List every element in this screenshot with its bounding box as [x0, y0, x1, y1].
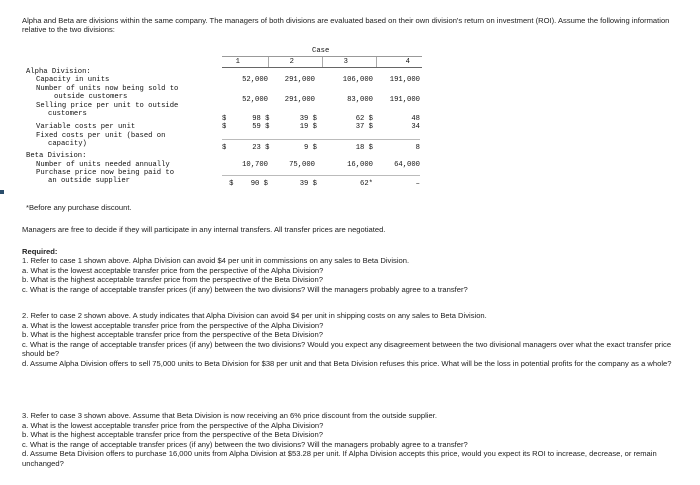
- fixed-costs-case-2: 9 $: [304, 144, 317, 152]
- case-4-header: 4: [405, 58, 410, 66]
- question-1a: a. What is the lowest acceptable transfer price from the perspective of the Alpha Division?: [22, 265, 324, 275]
- variable-costs-case-2: 19 $: [299, 123, 317, 131]
- units-needed-case-4: 64,000: [394, 161, 420, 169]
- required-heading: Required:: [22, 247, 58, 256]
- question-2b: b. What is the highest acceptable transfer price from the perspective of the Beta Division?: [22, 330, 323, 340]
- selling-price-label-2: customers: [48, 110, 87, 118]
- variable-costs-case-3: 37 $: [355, 123, 373, 131]
- case-1-header: 1: [235, 58, 240, 66]
- fixed-costs-case-1: $ 23 $: [222, 144, 270, 152]
- divisions-data-table: [26, 47, 422, 195]
- selling-price-case-3: 62 $: [355, 115, 373, 123]
- alpha-division-title: Alpha Division:: [26, 68, 91, 76]
- question-1b: b. What is the highest acceptable transfer price from the perspective of the Beta Division?: [22, 275, 323, 285]
- capacity-case-2: 291,000: [284, 76, 315, 84]
- fixed-costs-label: Fixed costs per unit (based on: [36, 132, 166, 140]
- fixed-costs-rule: [222, 139, 420, 140]
- units-needed-case-2: 75,000: [289, 161, 315, 169]
- question-3a: a. What is the lowest acceptable transfer price from the perspective of the Alpha Division?: [22, 420, 324, 430]
- selling-price-case-1: $ 98 $: [222, 115, 270, 123]
- question-3-stem: 3. Refer to case 3 shown above. Assume that Beta Division is now receiving an 6% price discount from the outside supplier.: [22, 411, 437, 420]
- variable-costs-label: Variable costs per unit: [36, 123, 136, 131]
- purchase-price-rule: [222, 175, 420, 176]
- fixed-costs-case-4: 8: [415, 144, 420, 152]
- fixed-costs-case-3: 18 $: [355, 144, 373, 152]
- purchase-price-label-2: an outside supplier: [48, 177, 130, 185]
- question-2-block: [22, 311, 682, 369]
- units-needed-label: Number of units needed annually: [36, 161, 170, 169]
- capacity-case-4: 191,000: [389, 76, 420, 84]
- col-sep-3: [376, 57, 377, 67]
- footnote: *Before any purchase discount.: [26, 203, 132, 212]
- header-rule: [222, 67, 422, 68]
- units-needed-case-1: 10,700: [242, 161, 268, 169]
- case-3-header: 3: [343, 58, 348, 66]
- capacity-label: Capacity in units: [36, 76, 110, 84]
- case-header: Case: [312, 47, 330, 55]
- managers-note: Managers are free to decide if they will participate in any internal transfers. All transfer prices are negotiated.: [22, 225, 386, 234]
- intro-paragraph: Alpha and Beta are divisions within the same company. The managers of both divisions are evaluated based on their own division's return on investment (ROI). Assume the following information relative to the two divisions:: [22, 16, 670, 35]
- units-sold-label: Number of units now being sold to: [36, 85, 179, 93]
- beta-division-title: Beta Division:: [26, 152, 87, 160]
- units-sold-case-2: 291,000: [284, 96, 315, 104]
- purchase-price-case-2: 39 $: [299, 180, 317, 188]
- question-2a: a. What is the lowest acceptable transfer price from the perspective of the Alpha Division?: [22, 320, 324, 330]
- purchase-price-case-1: $ 90 $: [229, 180, 268, 188]
- variable-costs-case-4: 34: [411, 123, 420, 131]
- selling-price-case-2: 39 $: [299, 115, 317, 123]
- units-sold-label-2: outside customers: [54, 93, 128, 101]
- question-2c: c. What is the range of acceptable transfer prices (if any) between the two divisions? Would you expect any disagreement between the two divisional managers over what the exact transfer price should be?: [22, 339, 672, 359]
- purchase-price-case-4: –: [415, 180, 420, 188]
- question-1-stem: 1. Refer to case 1 shown above. Alpha Division can avoid $4 per unit in commissions on any sales to Beta Division.: [22, 256, 410, 265]
- units-sold-case-1: 52,000: [242, 96, 268, 104]
- capacity-case-1: 52,000: [242, 76, 268, 84]
- purchase-price-case-3: 62*: [360, 180, 373, 188]
- page-edge-marker: [0, 190, 4, 194]
- question-1c: c. What is the range of acceptable transfer prices (if any) between the two divisions? Will the managers probably agree to a transfer?: [22, 284, 468, 294]
- question-2-stem: 2. Refer to case 2 shown above. A study indicates that Alpha Division can avoid $4 per unit in shipping costs on any sales to Beta Division.: [22, 311, 487, 320]
- units-sold-case-4: 191,000: [389, 96, 420, 104]
- fixed-costs-label-2: capacity): [48, 140, 87, 148]
- units-needed-case-3: 16,000: [347, 161, 373, 169]
- question-1-block: [22, 256, 682, 294]
- units-sold-case-3: 83,000: [347, 96, 373, 104]
- selling-price-label: Selling price per unit to outside: [36, 102, 179, 110]
- question-3-block: [22, 411, 682, 469]
- capacity-case-3: 106,000: [342, 76, 373, 84]
- col-sep-1: [268, 57, 269, 67]
- purchase-price-label: Purchase price now being paid to: [36, 169, 175, 177]
- selling-price-case-4: 48: [411, 115, 420, 123]
- question-3b: b. What is the highest acceptable transfer price from the perspective of the Beta Division?: [22, 430, 323, 440]
- col-sep-2: [322, 57, 323, 67]
- variable-costs-case-1: $ 59 $: [222, 123, 270, 131]
- case-2-header: 2: [289, 58, 294, 66]
- question-2d: d. Assume Alpha Division offers to sell 75,000 units to Beta Division for $38 per unit and that Beta Division refuses this price. What will be the loss in potential profits for the company as a whole?: [22, 358, 672, 368]
- question-3c: c. What is the range of acceptable transfer prices (if any) between the two divisions? Will the managers probably agree to a transfer?: [22, 439, 468, 449]
- question-3d: d. Assume Beta Division offers to purchase 16,000 units from Alpha Division at $53.28 per unit. If Alpha Division accepts this price, would you expect its ROI to increase, decrease, or remain unchanged?: [22, 449, 657, 468]
